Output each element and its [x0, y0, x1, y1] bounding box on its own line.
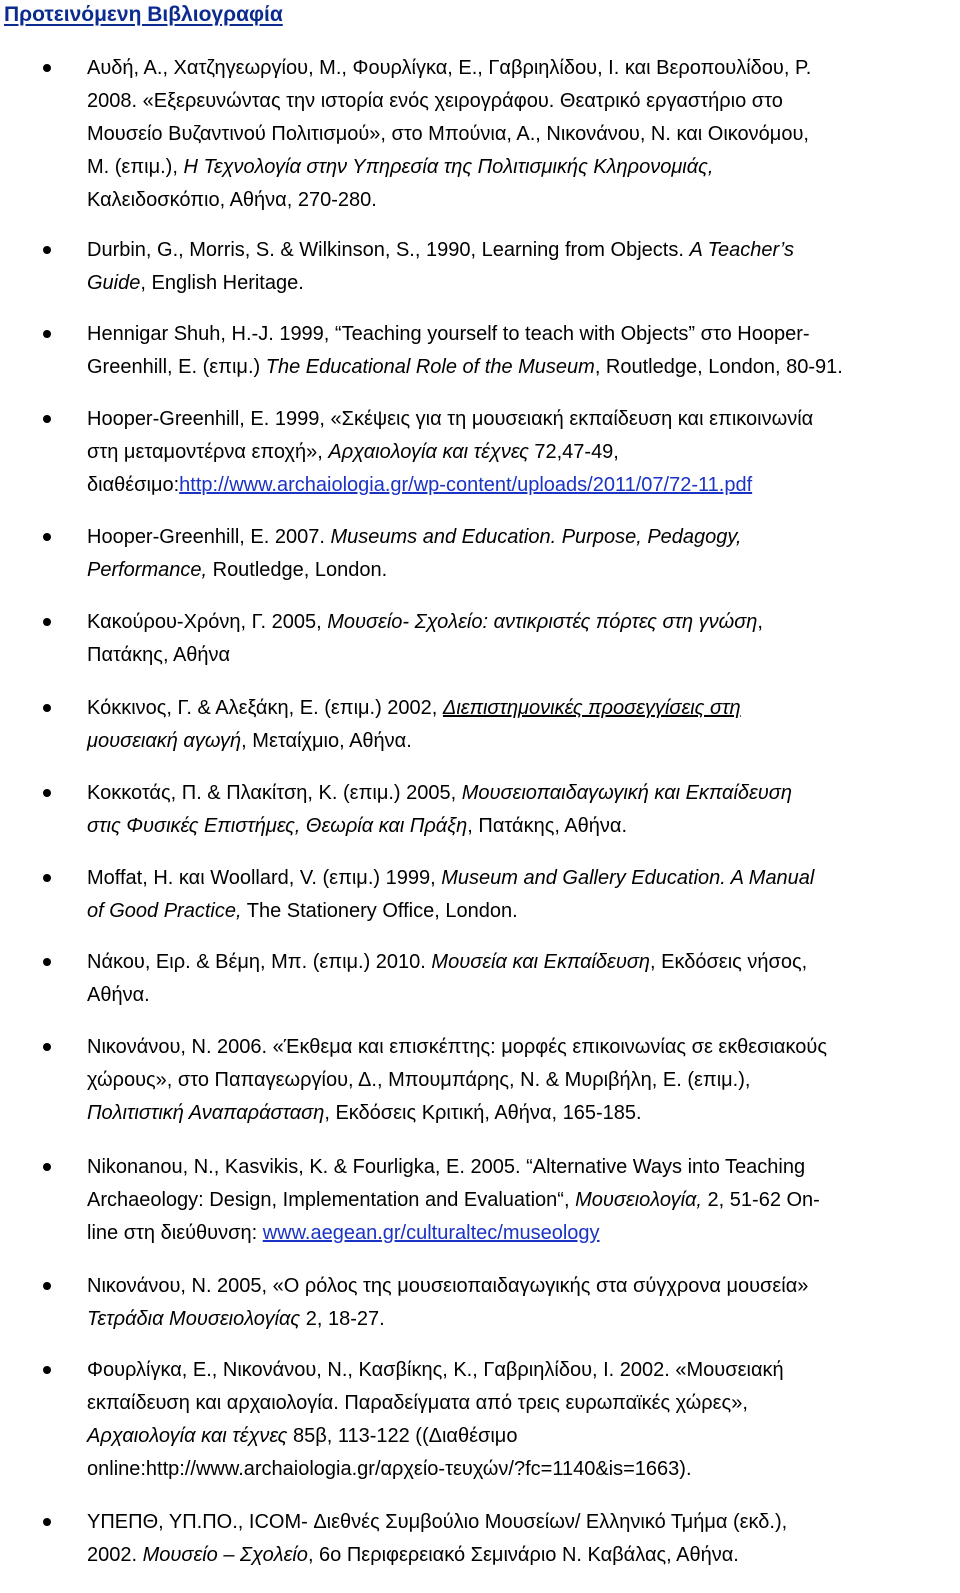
reference-line [87, 351, 957, 384]
bullet-icon [43, 1163, 51, 1171]
reference-text: 2, 51-62 On- [702, 1189, 820, 1211]
reference-line [87, 895, 957, 928]
reference-text: Guide [87, 272, 141, 294]
reference-text: Η Τεχνολογία στην Υπηρεσία της Πολιτισμικής Κληρονομιάς, [183, 156, 714, 178]
reference-text: Μουσείο- Σχολείο: αντικριστές πόρτες στη γνώση [327, 611, 758, 633]
reference-text: Moffat, H. και Woollard, V. (επιμ.) 1999, [87, 867, 442, 889]
reference-text: Hennigar Shuh, H.-J. 1999, “Teaching yourself to teach with Objects” στο Hooper- [87, 323, 810, 345]
reference-line [87, 521, 957, 554]
reference-line [87, 1539, 957, 1572]
reference-line [87, 946, 957, 979]
bullet-icon [43, 1282, 51, 1290]
bullet-icon [43, 415, 51, 423]
reference-text: Νικονάνου, Ν. 2006. «Έκθεμα και επισκέπτης: μορφές επικοινωνίας σε εκθεσιακούς [87, 1036, 827, 1058]
reference-text: A Teacher’s [689, 239, 794, 261]
reference-text: 2, 18-27. [300, 1308, 385, 1330]
reference-line [87, 1151, 957, 1184]
reference-line [87, 52, 957, 85]
reference-line [87, 1506, 957, 1539]
reference-text: στη μεταμοντέρνα εποχή», [87, 441, 329, 463]
reference-text: Κόκκινος, Γ. & Αλεξάκη, Ε. (επιμ.) 2002, [87, 697, 443, 719]
reference-line [87, 1097, 957, 1130]
reference-text: 85β, 113-122 ((Διαθέσιμο [287, 1425, 518, 1447]
bullet-icon [43, 874, 51, 882]
reference-text: Νικονάνου, Ν. 2005, «Ο ρόλος της μουσειοπαιδαγωγικής στα σύγχρονα μουσεία» [87, 1275, 809, 1297]
reference-text: Routledge, London. [207, 559, 388, 581]
bullet-icon [43, 958, 51, 966]
reference-text: The Stationery Office, London. [241, 900, 518, 922]
reference-text: , [757, 611, 763, 633]
reference-text: Αρχαιολογία και τέχνες [87, 1425, 288, 1447]
reference-text: Τετράδια Μουσειολογίας [87, 1308, 301, 1330]
reference-line [87, 606, 957, 639]
reference-line [87, 118, 957, 151]
reference-text: Nikonanou, N., Kasvikis, K. & Fourligka, E. 2005. “Alternative Ways into Teaching [87, 1156, 806, 1178]
reference-text: Hooper-Greenhill, E. 2007. [87, 526, 331, 548]
reference-text: , Εκδόσεις νήσος, [650, 951, 808, 973]
reference-line [87, 639, 957, 672]
reference-text: line στη διεύθυνση: [87, 1222, 263, 1244]
reference-text: Κακούρου-Χρόνη, Γ. 2005, [87, 611, 328, 633]
reference-line [87, 436, 957, 469]
reference-line [87, 725, 957, 758]
reference-text: Μουσειολογία, [575, 1189, 702, 1211]
page-title: Προτεινόμενη Βιβλιογραφία [4, 3, 283, 26]
reference-text: Greenhill, E. (επιμ.) [87, 356, 266, 378]
reference-line [87, 1031, 957, 1064]
reference-text: Αρχαιολογία και τέχνες [328, 441, 529, 463]
bullet-icon [43, 1366, 51, 1374]
bullet-icon [43, 246, 51, 254]
bullet-icon [43, 789, 51, 797]
reference-text: , 6ο Περιφερειακό Σεμινάριο Ν. Καβάλας, Αθήνα. [307, 1544, 739, 1566]
reference-text: Μουσείο – Σχολείο [142, 1544, 308, 1566]
reference-text: The Educational Role of the Museum [265, 356, 595, 378]
reference-text: μουσειακή αγωγή [87, 730, 242, 752]
reference-text: online:http://www.archaiologia.gr/αρχείο-τευχών/?fc=1140&is=1663). [87, 1458, 692, 1480]
bullet-icon [43, 64, 51, 72]
reference-text: 2002. [87, 1544, 143, 1566]
reference-line [87, 403, 957, 436]
reference-line [87, 151, 957, 184]
reference-text: , Πατάκης, Αθήνα. [467, 815, 628, 837]
reference-text: Πατάκης, Αθήνα [87, 644, 231, 666]
bullet-icon [43, 704, 51, 712]
reference-text: Durbin, G., Morris, S. & Wilkinson, S., 1990, Learning from Objects. [87, 239, 690, 261]
bullet-icon [43, 1518, 51, 1526]
reference-text: Μουσείο Βυζαντινού Πολιτισμού», στο Μπούνια, Α., Νικονάνου, Ν. και Οικονόμου, [87, 123, 809, 145]
reference-text: Μ. (επιμ.), [87, 156, 184, 178]
reference-text: Museum and Gallery Education. A Manual [441, 867, 815, 889]
reference-text: διαθέσιμο: [87, 474, 180, 496]
bullet-icon [43, 330, 51, 338]
reference-text: Διεπιστημονικές προσεγγίσεις στη [442, 697, 741, 719]
reference-line [87, 1217, 957, 1250]
reference-line [87, 1270, 957, 1303]
reference-line [87, 810, 957, 843]
reference-line [87, 979, 957, 1012]
reference-line [87, 234, 957, 267]
reference-line [87, 85, 957, 118]
reference-link[interactable]: www.aegean.gr/culturaltec/museology [262, 1222, 600, 1244]
reference-text: Museums and Education. Purpose, Pedagogy, [330, 526, 742, 548]
reference-text: Μουσεία και Εκπαίδευση [431, 951, 650, 973]
reference-text: Φουρλίγκα, Ε., Νικονάνου, Ν., Κασβίκης, Κ., Γαβριηλίδου, Ι. 2002. «Μουσειακή [87, 1359, 784, 1381]
reference-line [87, 318, 957, 351]
reference-text: χώρους», στο Παπαγεωργίου, Δ., Μπουμπάρης, Ν. & Μυριβήλη, Ε. (επιμ.), [87, 1069, 751, 1091]
reference-link[interactable]: http://www.archaiologia.gr/wp-content/uploads/2011/07/72-11.pdf [179, 474, 753, 496]
reference-text: , Routledge, London, 80-91. [594, 356, 843, 378]
reference-text: Πολιτιστική Αναπαράσταση [87, 1102, 325, 1124]
reference-line [87, 777, 957, 810]
reference-text: , English Heritage. [140, 272, 304, 294]
reference-text: Κοκκοτάς, Π. & Πλακίτση, Κ. (επιμ.) 2005, [87, 782, 462, 804]
reference-line [87, 692, 957, 725]
reference-line [87, 184, 957, 217]
reference-line [87, 862, 957, 895]
reference-text: Νάκου, Ειρ. & Βέμη, Μπ. (επιμ.) 2010. [87, 951, 432, 973]
reference-line [87, 1354, 957, 1387]
reference-text: Καλειδοσκόπιο, Αθήνα, 270-280. [87, 189, 377, 211]
reference-text: στις Φυσικές Επιστήμες, Θεωρία και Πράξη [87, 815, 468, 837]
reference-line [87, 1303, 957, 1336]
reference-line [87, 1184, 957, 1217]
reference-text: Μουσειοπαιδαγωγική και Εκπαίδευση [461, 782, 792, 804]
reference-text: Hooper-Greenhill, E. 1999, «Σκέψεις για τη μουσειακή εκπαίδευση και επικοινωνία [87, 408, 814, 430]
reference-text: of Good Practice, [87, 900, 242, 922]
reference-line [87, 554, 957, 587]
reference-text: , Μεταίχμιο, Αθήνα. [241, 730, 412, 752]
reference-text: 2008. «Εξερευνώντας την ιστορία ενός χειρογράφου. Θεατρικό εργαστήριο στο [87, 90, 783, 112]
reference-line [87, 1387, 957, 1420]
reference-text: εκπαίδευση και αρχαιολογία. Παραδείγματα από τρεις ευρωπαϊκές χώρες», [87, 1392, 748, 1414]
reference-text: Archaeology: Design, Implementation and Evaluation“, [87, 1189, 576, 1211]
reference-text: Αυδή, Α., Χατζηγεωργίου, Μ., Φουρλίγκα, Ε., Γαβριηλίδου, Ι. και Βεροπουλίδου, Ρ. [87, 57, 812, 79]
reference-text: 72,47-49, [528, 441, 619, 463]
reference-line [87, 1453, 957, 1486]
reference-text: Performance, [87, 559, 208, 581]
bullet-icon [43, 618, 51, 626]
reference-line [87, 267, 957, 300]
reference-text: ΥΠΕΠΘ, ΥΠ.ΠΟ., ICOM- Διεθνές Συμβούλιο Μουσείων/ Ελληνικό Τμήμα (εκδ.), [87, 1511, 788, 1533]
bullet-icon [43, 533, 51, 541]
reference-line [87, 469, 957, 502]
reference-text: , Εκδόσεις Κριτική, Αθήνα, 165-185. [324, 1102, 642, 1124]
reference-text: Αθήνα. [87, 984, 150, 1006]
reference-line [87, 1064, 957, 1097]
reference-line [87, 1420, 957, 1453]
bullet-icon [43, 1043, 51, 1051]
